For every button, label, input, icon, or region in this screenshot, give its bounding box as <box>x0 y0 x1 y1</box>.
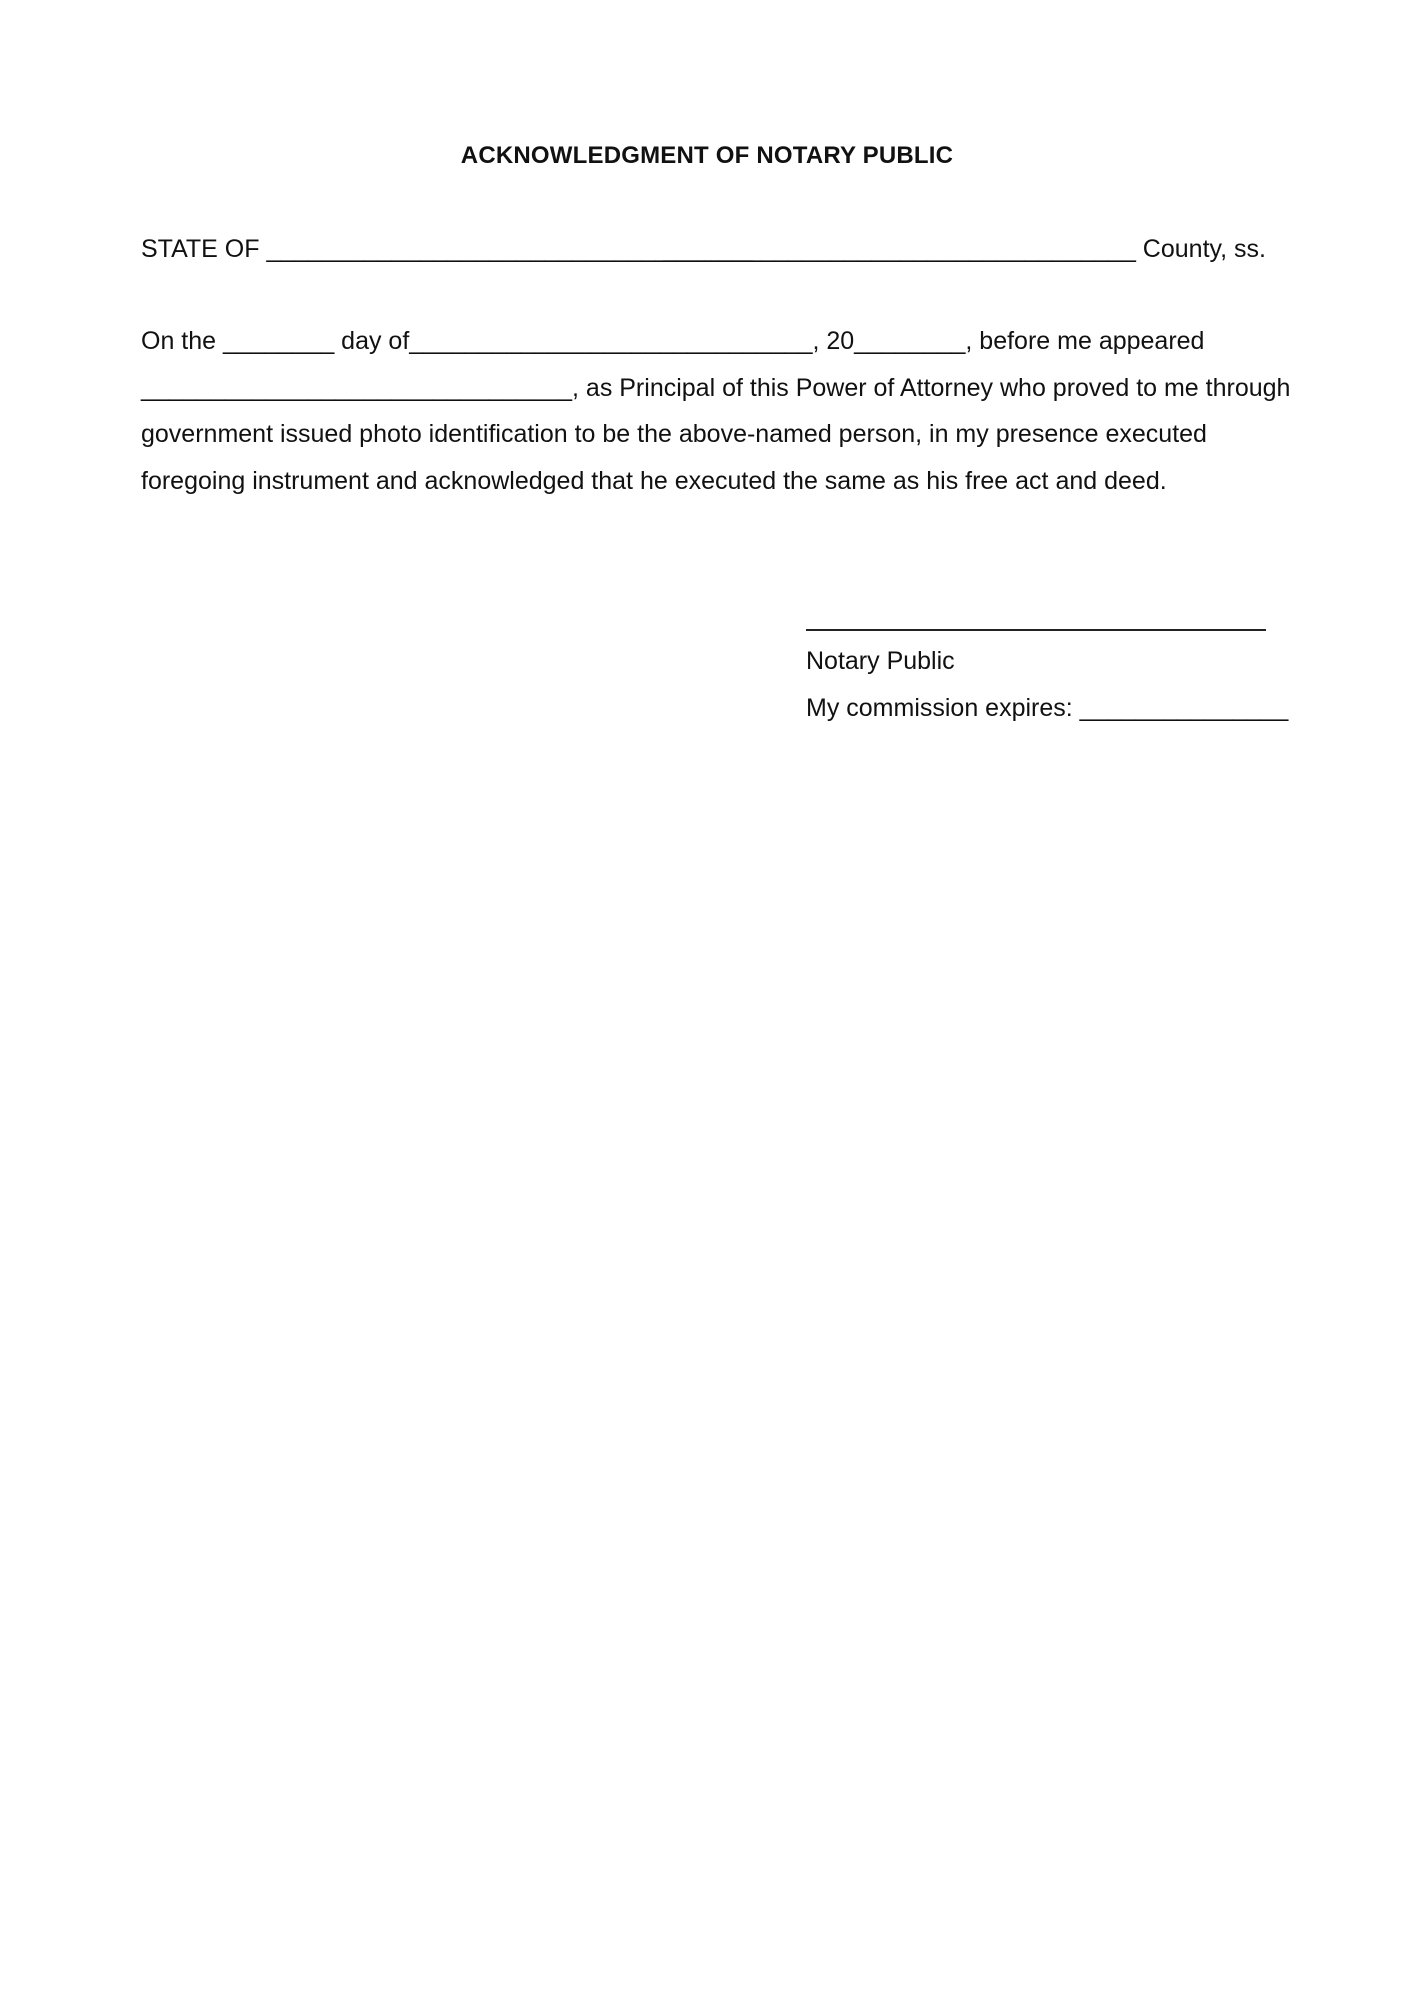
paragraph-line-4: foregoing instrument and acknowledged that he executed the same as his free act and deed. <box>141 467 1167 495</box>
commission-expires-line: My commission expires: _______________ <box>806 694 1289 722</box>
paragraph-line-2: _______________________________, as Principal of this Power of Attorney who proved to me through <box>141 374 1291 402</box>
state-field-line: STATE OF ___________________________________ <box>141 235 754 263</box>
paragraph-line-3: government issued photo identification to be the above-named person, in my presence executed <box>141 420 1207 448</box>
signature-line <box>806 629 1266 631</box>
notary-signature-block <box>806 605 1289 724</box>
notary-public-label: Notary Public <box>806 647 955 675</box>
paragraph-line-1: On the ________ day of_____________________________, 20________, before me appeared <box>141 327 1205 355</box>
county-field-line: __________________________________ County, ss. <box>663 235 1266 263</box>
document-title: ACKNOWLEDGMENT OF NOTARY PUBLIC <box>460 142 954 169</box>
